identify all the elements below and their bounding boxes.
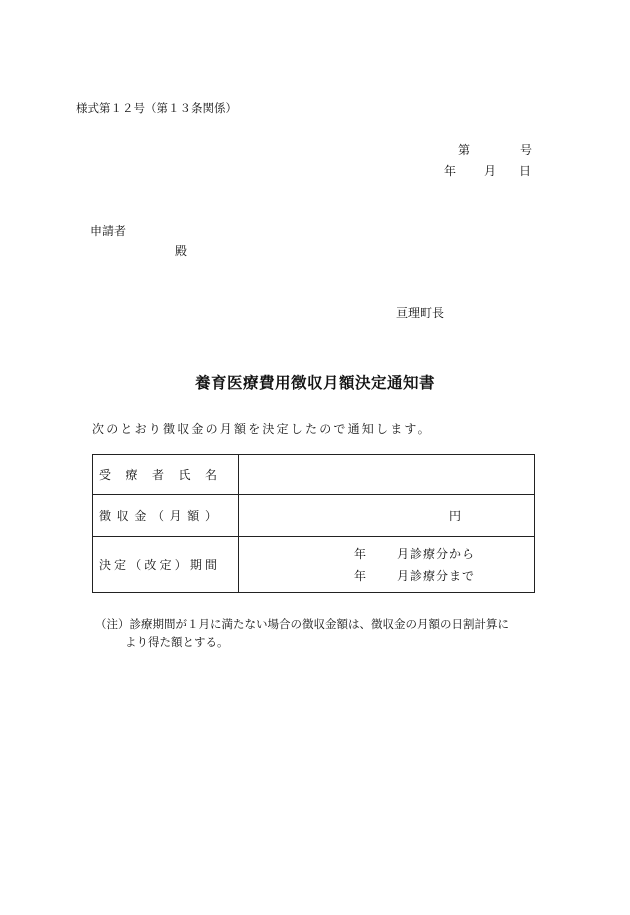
table-row-recipient-name bbox=[93, 455, 535, 495]
issuer-name: 亘理町長 bbox=[396, 306, 445, 320]
notice-table bbox=[92, 454, 535, 593]
label-char: 療 bbox=[125, 468, 138, 482]
issue-date-day: 日 bbox=[519, 164, 532, 178]
recipient-label: 申請者 bbox=[90, 224, 127, 238]
label-char: 氏 bbox=[178, 468, 191, 482]
recipient-honorific: 殿 bbox=[175, 244, 188, 258]
label-char: 額 bbox=[187, 509, 200, 523]
label-char: （ bbox=[151, 509, 164, 523]
label-char: 定 bbox=[159, 558, 172, 572]
table-row-monthly-amount bbox=[93, 495, 535, 537]
note-line-2: より得た額とする。 bbox=[125, 635, 229, 649]
recipient-name-value bbox=[239, 455, 535, 495]
label-char: 受 bbox=[99, 468, 112, 482]
period-to-year: 年 bbox=[354, 568, 368, 583]
label-char: 定 bbox=[114, 558, 127, 572]
issue-date-year: 年 bbox=[444, 164, 457, 178]
form-number: 様式第１２号（第１３条関係） bbox=[76, 101, 237, 115]
label-char: 間 bbox=[204, 558, 217, 572]
label-char: （ bbox=[129, 558, 142, 572]
label-char: 収 bbox=[116, 509, 129, 523]
label-char: 名 bbox=[204, 468, 217, 482]
decision-period-label bbox=[93, 537, 239, 593]
period-from bbox=[239, 543, 534, 565]
label-char: ） bbox=[204, 509, 217, 523]
label-char: 改 bbox=[144, 558, 157, 572]
label-char: 者 bbox=[151, 468, 164, 482]
issue-number-suffix: 号 bbox=[520, 143, 533, 157]
label-char: 徴 bbox=[99, 509, 112, 523]
intro-text: 次のとおり徴収金の月額を決定したので通知します。 bbox=[92, 422, 432, 436]
issue-number-prefix: 第 bbox=[458, 143, 471, 157]
monthly-amount-label bbox=[93, 495, 239, 537]
monthly-amount-value bbox=[239, 495, 535, 537]
document-title: 養育医療費用徴収月額決定通知書 bbox=[194, 373, 435, 392]
period-to bbox=[239, 565, 534, 587]
period-from-year: 年 bbox=[354, 546, 368, 561]
period-from-text: 月診療分から bbox=[397, 546, 476, 561]
period-to-text: 月診療分まで bbox=[397, 568, 476, 583]
table-row-decision-period bbox=[93, 537, 535, 593]
decision-period-value bbox=[239, 537, 535, 593]
yen-unit: 円 bbox=[449, 509, 462, 523]
label-char: ） bbox=[174, 558, 187, 572]
label-char: 月 bbox=[169, 509, 182, 523]
recipient-name-label bbox=[93, 455, 239, 495]
issue-date-month: 月 bbox=[484, 164, 497, 178]
label-char: 期 bbox=[189, 558, 202, 572]
label-char: 決 bbox=[99, 558, 112, 572]
note-line-1: （注）診療期間が１月に満たない場合の徴収金額は、徴収金の月額の日割計算に bbox=[95, 617, 509, 631]
label-char: 金 bbox=[134, 509, 147, 523]
